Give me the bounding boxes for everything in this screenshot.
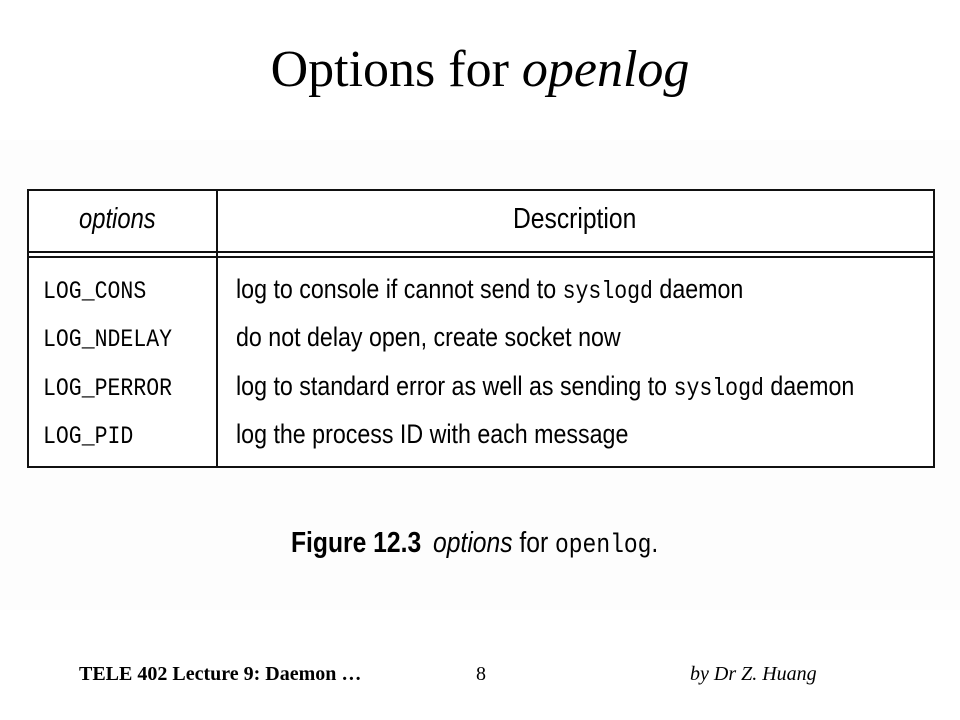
header-rule bbox=[29, 251, 933, 253]
option-description: log to console if cannot send to syslogd daemon bbox=[236, 274, 744, 306]
header-rule-double bbox=[29, 256, 933, 258]
column-divider bbox=[216, 191, 218, 466]
figure-caption bbox=[291, 527, 658, 561]
option-description: do not delay open, create socket now bbox=[236, 322, 621, 352]
option-description: log the process ID with each message bbox=[236, 419, 629, 449]
caption-italic: options bbox=[433, 527, 513, 559]
caption-code: openlog bbox=[555, 531, 652, 561]
header-description: Description bbox=[513, 203, 637, 235]
footer-lecture: TELE 402 Lecture 9: Daemon … bbox=[79, 663, 362, 685]
option-name: LOG_PERROR bbox=[43, 374, 173, 403]
header-options: options bbox=[79, 203, 156, 235]
options-table bbox=[27, 189, 935, 468]
page-number: 8 bbox=[476, 663, 486, 685]
caption-label: Figure 12.3 bbox=[291, 527, 422, 559]
title-prefix: Options for bbox=[270, 41, 509, 98]
option-name: LOG_NDELAY bbox=[43, 325, 173, 354]
option-name: LOG_PID bbox=[43, 422, 134, 451]
option-name: LOG_CONS bbox=[43, 277, 147, 306]
footer-author: by Dr Z. Huang bbox=[690, 663, 817, 685]
caption-end: . bbox=[651, 527, 659, 559]
slide-title bbox=[0, 40, 960, 100]
caption-middle: for bbox=[519, 527, 549, 559]
option-description: log to standard error as well as sending to syslogd daemon bbox=[236, 371, 855, 403]
title-emphasis: openlog bbox=[521, 41, 690, 98]
